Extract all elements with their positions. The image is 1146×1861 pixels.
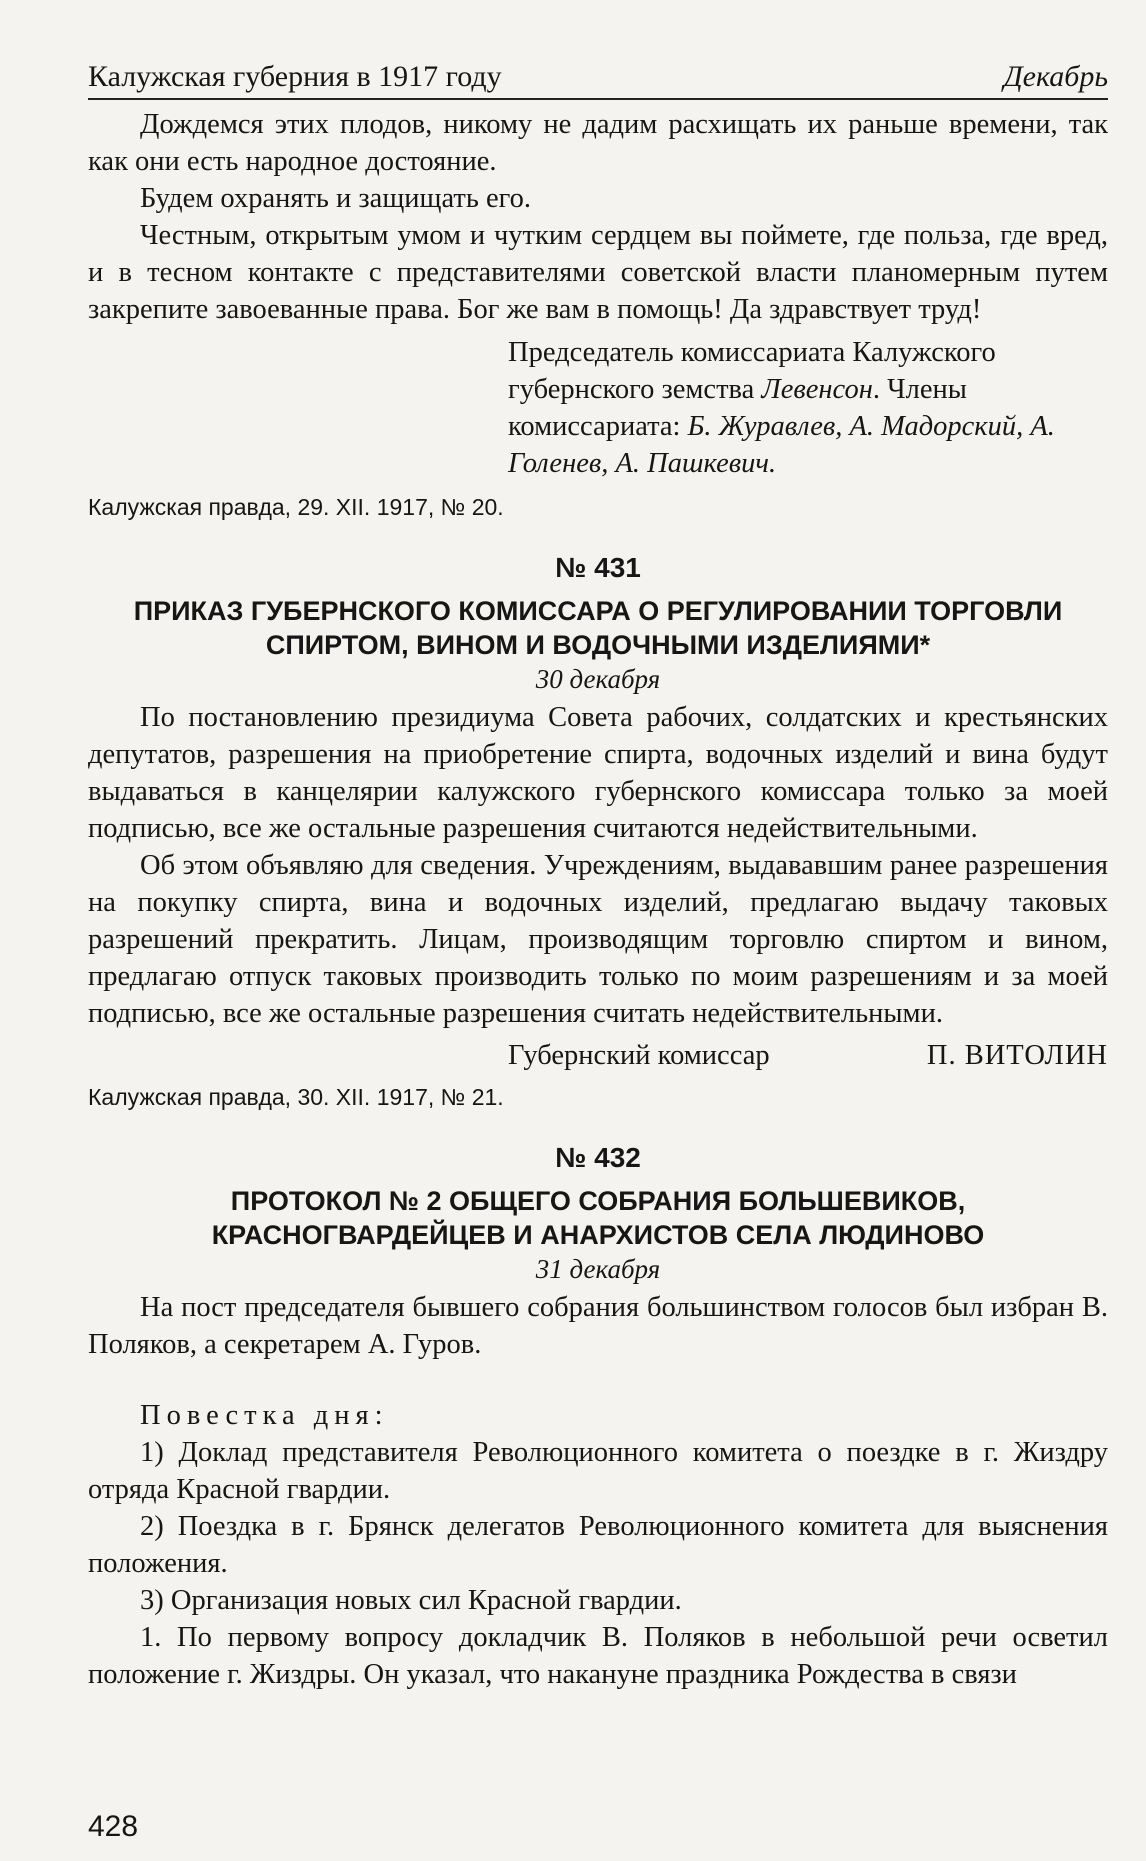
document-paragraph: Об этом объявляю для сведения. Учреждениям, выдававшим ранее разрешения на покупку спирта, вина и водочных изделий, предлагаю выдачу таковых разрешений прекратить. Лицам, производящим торговлю спиртом и вином, предлагаю отпуск таковых производить только по моим разрешениям и за моей подписью, все же остальные разрешения считать недействительными.	[88, 850, 1108, 1029]
document-paragraph: По постановлению президиума Совета рабочих, солдатских и крестьянских депутатов, разрешения на приобретение спирта, водочных изделий и вина будут выдаваться в канцелярии калужского губернского комиссара только за моей подписью, все же остальные разрешения считаются недействительными.	[88, 702, 1108, 844]
source-citation: Калужская правда, 29. XII. 1917, № 20.	[88, 494, 504, 520]
signer-line	[88, 1040, 1108, 1072]
signer-name: П. ВИТОЛИН	[926, 1040, 1108, 1071]
agenda-item: 3) Организация новых сил Красной гвардии.	[140, 1585, 682, 1616]
document-paragraph: 1. По первому вопросу докладчик В. Поляков в небольшой речи осветил положение г. Жиздры. Он указал, что накануне праздника Рождества в связи	[88, 1622, 1108, 1690]
signature-line2: . Члены комиссариата:	[508, 374, 967, 442]
intro-paragraph: Дождемся этих плодов, никому не дадим расхищать их раньше времени, так как они есть народное достояние.	[88, 109, 1108, 177]
document-title: ПРОТОКОЛ № 2 ОБЩЕГО СОБРАНИЯ БОЛЬШЕВИКОВ, КРАСНОГВАРДЕЙЦЕВ И АНАРХИСТОВ СЕЛА ЛЮДИНОВО	[211, 1186, 985, 1250]
document-paragraph: На пост председателя бывшего собрания большинством голосов был избран В. Поляков, а секретарем А. Гуров.	[88, 1292, 1108, 1360]
signer-title: Губернский комиссар	[508, 1040, 770, 1071]
signature-name1: Левенсон	[761, 374, 873, 405]
document-431	[88, 552, 1108, 1112]
signature-line1: Председатель комиссариата Калужского губернского земства	[508, 337, 996, 405]
source-citation: Калужская правда, 30. XII. 1917, № 21.	[88, 1084, 504, 1110]
document-number: № 431	[555, 552, 641, 583]
running-title: Калужская губерния в 1917 году	[88, 60, 502, 93]
intro-paragraph: Будем охранять и защищать его.	[140, 183, 531, 214]
agenda-heading: Повестка дня:	[140, 1400, 389, 1431]
document-number: № 432	[555, 1142, 641, 1173]
page-number: 428	[88, 1810, 139, 1843]
running-month: Декабрь	[1003, 60, 1108, 93]
document-date: 30 декабря	[535, 664, 661, 694]
intro-section	[88, 106, 1108, 522]
signature-names: Б. Журавлев, А. Мадорский, А. Голенев, А. Пашкевич.	[508, 411, 1055, 479]
intro-paragraph: Честным, открытым умом и чутким сердцем вы поймете, где польза, где вред, и в тесном контакте с представителями советской власти планомерным путем закрепите завоеванные права. Бог же вам в помощь! Да здравствует труд!	[88, 220, 1108, 325]
running-header	[88, 44, 1108, 100]
document-title: ПРИКАЗ ГУБЕРНСКОГО КОМИССАРА О РЕГУЛИРОВАНИИ ТОРГОВЛИ СПИРТОМ, ВИНОМ И ВОДОЧНЫМИ ИЗДЕЛИЯМИ*	[133, 596, 1063, 660]
agenda-item: 1) Доклад представителя Революционного комитета о поездке в г. Жиздру отряда Красной гвардии.	[88, 1437, 1108, 1505]
document-date: 31 декабря	[535, 1254, 661, 1284]
signature-text	[508, 334, 1108, 482]
book-page	[88, 44, 1108, 1844]
spacer	[88, 1363, 1108, 1397]
document-432	[88, 1142, 1108, 1693]
intro-signature	[508, 334, 1108, 482]
agenda-item: 2) Поездка в г. Брянск делегатов Революционного комитета для выяснения положения.	[88, 1511, 1108, 1579]
